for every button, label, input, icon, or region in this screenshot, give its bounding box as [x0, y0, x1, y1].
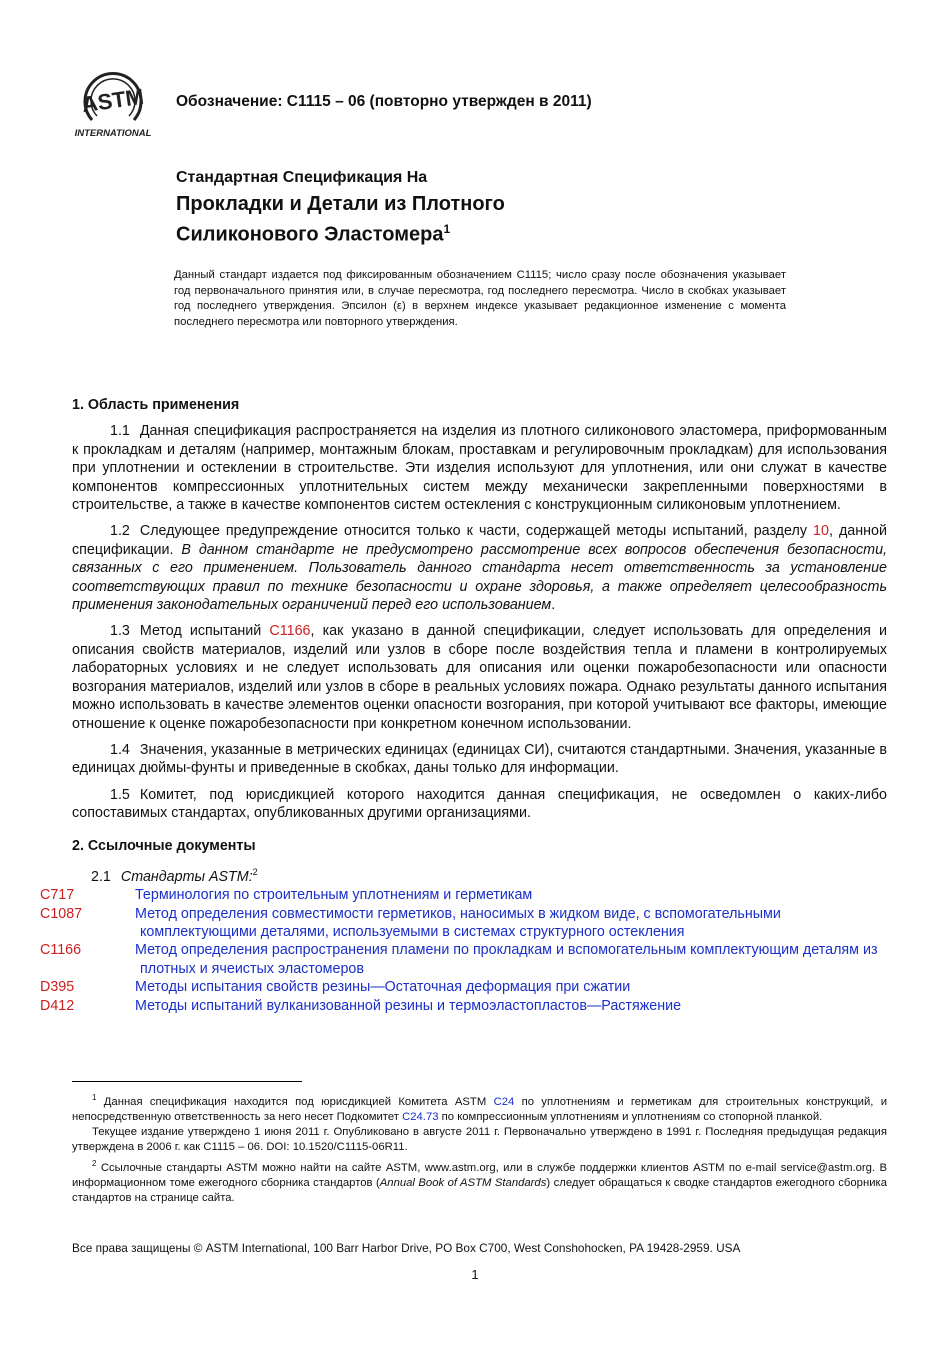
para-text: Данная спецификация распространяется на изделия из плотного силиконового эластомера, приформованным к прокладкам и деталям (например, монтажным блокам, проставкам и регулировочным прокладкам) для использования при уплотнении и остеклении в строительстве. Эти изделия используют для уплотнения, или они служат в качестве компонентов компрессионных уплотнительных систем между механически закрепленными поверхностями в строительстве, а также в качестве компонентов систем остекления с конструкционным силиконовым уплотнением. — [72, 423, 887, 514]
footnote-text: ) следует обращаться к сводке стандартов ежегодного сборника стандартов на странице сайта. — [72, 1176, 887, 1204]
paragraph-1-3 — [72, 622, 887, 732]
footnote-text: Данная спецификация находится под юрисдикцией Комитета ASTM — [103, 1095, 487, 1108]
para-text: , данной спецификации. — [72, 523, 887, 558]
footnote-text: Ссылочные стандарты ASTM можно найти на сайте ASTM, www.astm.org, или в службе поддержки клиентов ASTM по e-mail service@astm.org. В информационном томе ежегодного сборника стандартов ( — [72, 1161, 887, 1189]
reference-item — [40, 905, 887, 942]
section-2-heading: 2. Ссылочные документы — [72, 837, 256, 854]
paragraph-1-2 — [72, 522, 887, 614]
footnote-mark: 1 — [92, 1093, 97, 1102]
reference-title-link[interactable]: Методы испытания свойств резины—Остаточная деформация при сжатии — [135, 979, 631, 996]
reference-code-link[interactable]: C717 — [40, 887, 75, 904]
reference-title-link[interactable]: Метод определения распространения пламени по прокладкам и вспомогательным комплектующим деталям из плотных и ячеистых эластомеров — [135, 942, 878, 977]
reference-item — [40, 886, 887, 904]
reference-title-link[interactable]: Метод определения совместимости герметиков, наносимых в жидком виде, с вспомогательными комплектующими деталями, используемыми в системах структурного остекления — [135, 905, 781, 940]
footnote-text: по компрессионным уплотнениям и уплотнениям со стопорной планкой. — [441, 1110, 823, 1123]
paragraph-1-1 — [72, 422, 887, 514]
title-line-1: Прокладки и Детали из Плотного — [176, 193, 505, 215]
title-line-2-text: Силиконового Эластомера — [176, 223, 444, 246]
para-text: Метод испытаний — [139, 623, 262, 640]
svg-text:ASTM: ASTM — [80, 83, 146, 118]
para-text: Следующее предупреждение относится только к части, содержащей методы испытаний, разделу — [139, 523, 807, 540]
title-line-2 — [176, 217, 776, 248]
para-number: 1.1 — [110, 423, 130, 440]
footnote-divider — [72, 1081, 302, 1082]
footnote-text: по уплотнениям и герметикам для строительных конструкций, и непосредственную ответственность за него несет Подкомитет — [72, 1095, 888, 1123]
main-content — [40, 396, 887, 1015]
title-footnote-mark[interactable]: 1 — [443, 222, 451, 236]
para-number: 1.2 — [110, 523, 130, 540]
reference-title-link[interactable]: Методы испытаний вулканизованной резины и термоэластопластов—Растяжение — [135, 997, 682, 1014]
paragraph-1-5 — [72, 786, 887, 823]
c24-73-subcommittee-link[interactable]: C24.73 — [402, 1110, 439, 1123]
astm-logo — [70, 68, 156, 140]
footnote-1-edition: Текущее издание утверждено 1 июня 2011 г. Опубликовано в августе 2011 г. Первоначально утверждено в 1991 г. Последняя предыдущая редакция утверждена в 2006 г. как C1115 – 06. DOI: 10.1520/C1115-06R11. — [72, 1126, 887, 1154]
footnote-mark: 2 — [92, 1158, 97, 1168]
reference-item — [40, 941, 887, 978]
para-number: 2.1 — [91, 868, 111, 885]
page-number: 1 — [471, 1267, 479, 1282]
para-number: 1.5 — [110, 786, 130, 803]
designation: Обозначение: C1115 – 06 (повторно утвержден в 2011) — [176, 93, 592, 110]
reference-code-link[interactable]: D395 — [40, 979, 75, 996]
para-text: , как указано в данной спецификации, следует использовать для определения и описания свойств материалов, изделий или узлов в сборе после воздействия тепла и пламени в контролируемых лабораторных условиях и не следует использовать для описания или оценки пожаробезопасности или опасности возгорания материалов, изделий или узлов в сборе в реальных условиях пожара. Однако результаты данного испытания можно использовать в качестве элементов оценки опасности возгорания, при которой учитывают все факторы, имеющие отношение к оценке пожаробезопасности при конкретном конечном использовании. — [72, 623, 887, 732]
footnote-1 — [72, 1090, 887, 1125]
safety-warning: В данном стандарте не предусмотрено рассмотрение всех вопросов обеспечения безопасности, связанных с его применением. Пользователь данного стандарта несет ответственность за установление соответствующих правил по технике безопасности и охране здоровья, а также определяет целесообразность применения законодательных ограничений перед его использованием — [72, 541, 887, 614]
c1166-link[interactable]: C1166 — [269, 623, 311, 640]
para-text: Значения, указанные в метрических единицах (единицах СИ), считаются стандартными. Значения, указанные в единицах дюймы-фунты и приведенные в скобках, даны только для информации. — [72, 741, 887, 777]
annual-book-title: Annual Book of ASTM Standards — [379, 1176, 547, 1189]
para-text: Комитет, под юрисдикцией которого находится данная спецификация, не осведомлен о каких-либо сопоставимых стандартах, опубликованных другими организациями. — [72, 786, 887, 822]
paragraph-1-4 — [72, 741, 887, 778]
para-end: . — [551, 597, 556, 614]
footnotes — [72, 1090, 887, 1206]
reference-code-link[interactable]: C1087 — [40, 905, 83, 922]
intro-note: Данный стандарт издается под фиксированным обозначением C1115; число сразу после обозначения указывает год первоначального принятия или, в случае пересмотра, год последнего пересмотра. Число в скобках указывает год последнего утверждения. Эпсилон (ε) в верхнем индексе указывает редакционное изменение с момента последнего пересмотра или повторного утверждения. — [174, 269, 786, 328]
reference-item — [40, 997, 887, 1015]
reference-title-link[interactable]: Терминология по строительным уплотнениям и герметикам — [135, 887, 533, 904]
copyright-line: Все права защищены © ASTM International, 100 Barr Harbor Drive, PO Box C700, West Conshohocken, PA 19428-2959. USA — [72, 1241, 741, 1255]
astm-standards-label — [120, 866, 258, 885]
reference-code-link[interactable]: D412 — [40, 997, 75, 1014]
c24-committee-link[interactable]: C24 — [493, 1095, 515, 1108]
document-title — [176, 192, 776, 248]
section-1-heading: 1. Область применения — [72, 397, 240, 413]
reference-list — [40, 886, 887, 1015]
footnote-2 — [72, 1156, 887, 1206]
para-number: 1.4 — [110, 741, 130, 758]
reference-item — [40, 978, 887, 996]
title-kind: Стандартная Спецификация На — [176, 169, 428, 186]
footnote-2-mark[interactable]: 2 — [252, 866, 258, 877]
logo-international-text: INTERNATIONAL — [74, 128, 152, 139]
section-10-link[interactable]: 10 — [813, 523, 829, 540]
para-number: 1.3 — [110, 623, 130, 640]
reference-code-link[interactable]: C1166 — [40, 942, 82, 959]
subsection-2-1 — [72, 863, 887, 886]
astm-standards-label-text: Стандарты ASTM: — [120, 868, 253, 885]
